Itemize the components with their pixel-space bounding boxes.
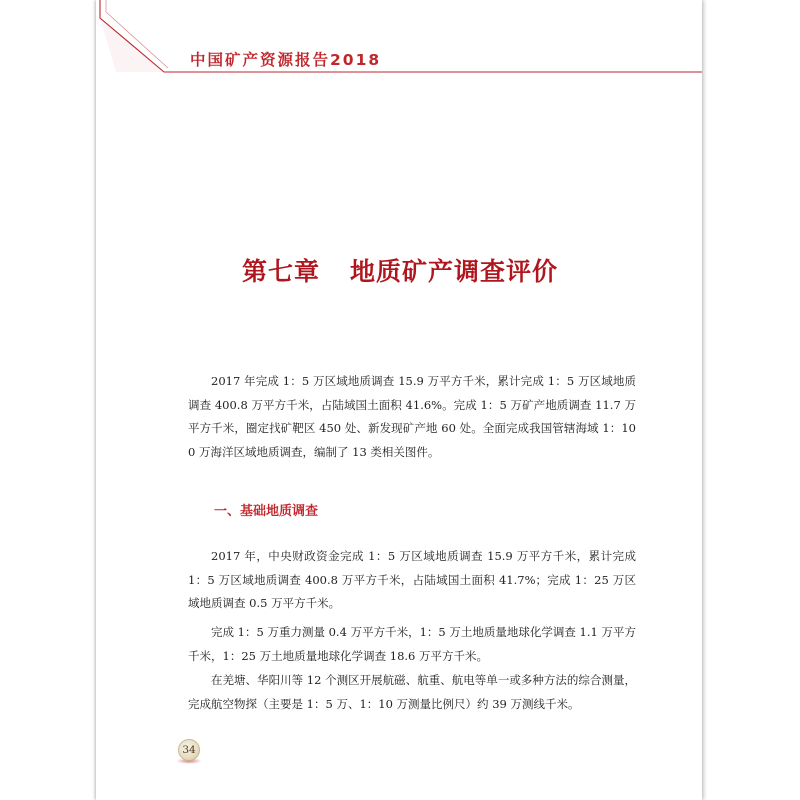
header-decoration xyxy=(96,0,702,90)
body-paragraph-3: 在羌塘、华阳川等 12 个测区开展航磁、航重、航电等单一或多种方法的综合测量，完成航空物探（主要是 1：5 万、1：10 万测量比例尺）约 39 万测线千米。 xyxy=(188,673,636,711)
running-header-title: 中国矿产资源报告2018 xyxy=(190,51,382,69)
body-paragraph-2: 完成 1：5 万重力测量 0.4 万平方千米，1：5 万土地质量地球化学调查 1.1 万平方千米，1：25 万土地质量地球化学调查 18.6 万平方千米。 xyxy=(188,625,636,663)
intro-paragraph: 2017 年完成 1：5 万区域地质调查 15.9 万平方千米，累计完成 1：5 万区域地质调查 400.8 万平方千米，占陆域国土面积 41.6%。完成 1：5 万矿产地质调查 11.7 万平方千米，圈定找矿靶区 450 处、新发现矿产地 60 处。全面完成我国管辖海域 1：100 万海洋区域地质调查，编制了 13 类相关图件。 xyxy=(188,374,636,459)
chapter-title: 地质矿产调查评价 xyxy=(350,257,559,286)
section-heading: 一、基础地质调查 xyxy=(214,504,319,519)
body-paragraph-1: 2017 年，中央财政资金完成 1：5 万区域地质调查 15.9 万平方千米，累计完成 1：5 万区域地质调查 400.8 万平方千米，占陆域国土面积 41.7%；完成 1：25 万区域地质调查 0.5 万平方千米。 xyxy=(188,549,636,610)
page-number-badge xyxy=(170,738,210,764)
page-number: 34 xyxy=(178,739,200,761)
chapter-number: 第七章 xyxy=(241,257,320,286)
chapter-heading xyxy=(0,252,800,288)
